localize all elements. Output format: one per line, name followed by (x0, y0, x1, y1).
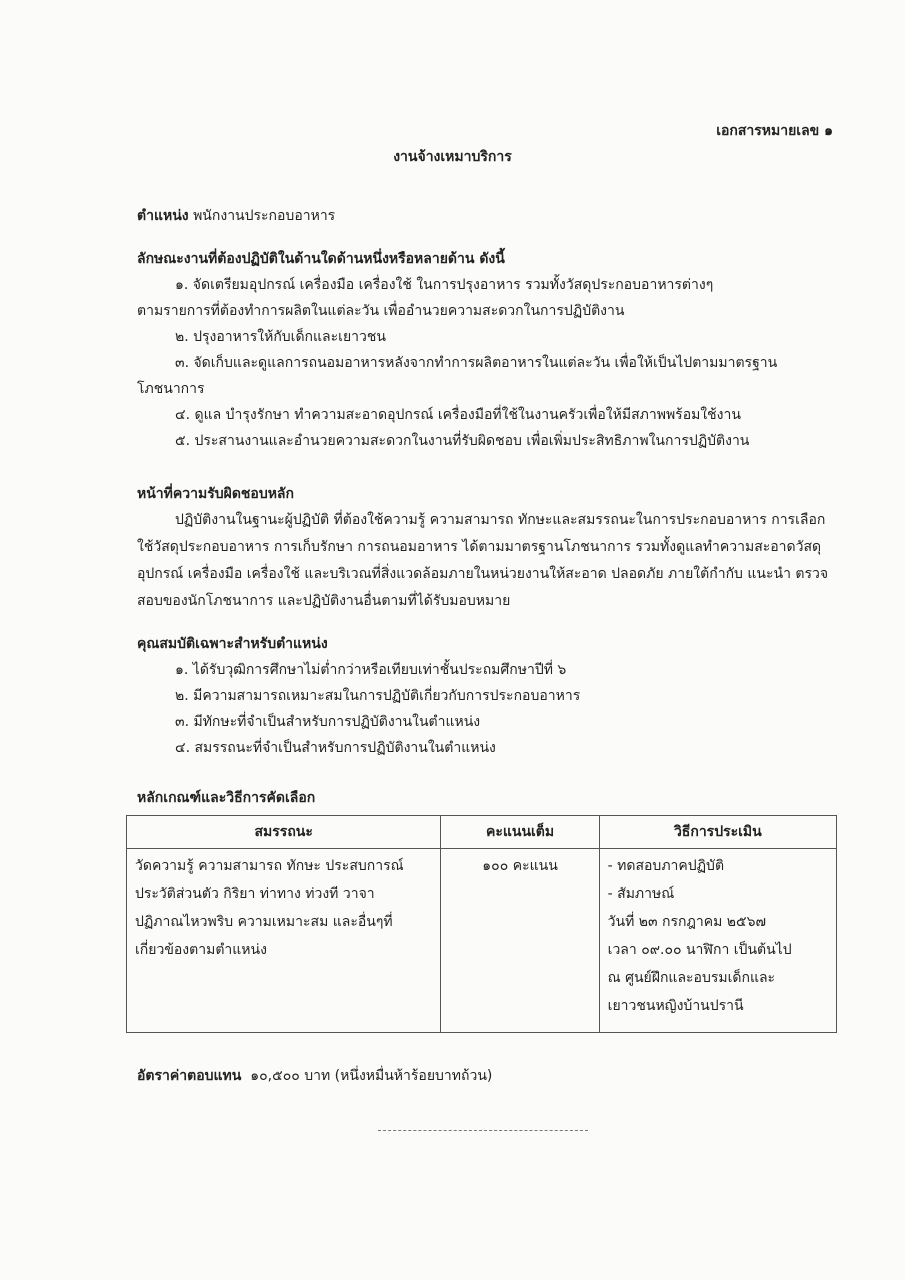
table-header-row (127, 816, 837, 849)
position-line (137, 203, 840, 229)
competency-line-4: เกี่ยวข้องตามตำแหน่ง (135, 942, 267, 958)
duty-item-1: ๑. จัดเตรียมอุปกรณ์ เครื่องมือ เครื่องใช้ ในการปรุงอาหาร รวมทั้งวัสดุประกอบอาหารต่างๆ (175, 277, 714, 293)
criteria-table (126, 815, 837, 1033)
position-value: พนักงานประกอบอาหาร (193, 208, 336, 224)
method-line-6: เยาวชนหญิงบ้านปรานี (607, 998, 744, 1014)
end-divider (378, 1130, 588, 1131)
pay-line (137, 1063, 840, 1089)
method-line-3: วันที่ ๒๓ กรกฎาคม ๒๕๖๗ (607, 914, 767, 930)
method-cell (599, 849, 836, 1033)
duties-heading: ลักษณะงานที่ต้องปฏิบัติในด้านใดด้านหนึ่งหรือหลายด้าน ดังนี้ (137, 251, 505, 267)
method-line-4: เวลา ๐๙.๐๐ นาฬิกา เป็นต้นไป (607, 942, 792, 958)
qualification-item-4: ๔. สมรรถนะที่จำเป็นสำหรับการปฏิบัติงานในตำแหน่ง (175, 740, 496, 756)
qualification-item-3: ๓. มีทักษะที่จำเป็นสำหรับการปฏิบัติงานในตำแหน่ง (175, 714, 481, 730)
score-cell: ๑๐๐ คะแนน (441, 849, 599, 1033)
position-label: ตำแหน่ง (137, 208, 189, 224)
competency-line-1: วัดความรู้ ความสามารถ ทักษะ ประสบการณ์ (135, 858, 404, 874)
duty-item-1-cont: ตามรายการที่ต้องทำการผลิตในแต่ละวัน เพื่ออำนวยความสะดวกในการปฏิบัติงาน (137, 303, 625, 319)
qualifications-section (137, 631, 840, 761)
duty-item-5: ๕. ประสานงานและอำนวยความสะดวกในงานที่รับผิดชอบ เพื่อเพิ่มประสิทธิภาพในการปฏิบัติงาน (175, 433, 750, 449)
qualifications-heading: คุณสมบัติเฉพาะสำหรับตำแหน่ง (137, 636, 328, 652)
qualification-item-2: ๒. มีความสามารถเหมาะสมในการปฏิบัติเกี่ยวกับการประกอบอาหาร (175, 688, 581, 704)
duties-section (137, 246, 840, 454)
duty-item-3: ๓. จัดเก็บและดูแลการถนอมอาหารหลังจากทำการผลิตอาหารในแต่ละวัน เพื่อให้เป็นไปตามมาตรฐาน (175, 355, 778, 371)
pay-label: อัตราค่าตอบแทน (137, 1068, 242, 1084)
table-row (127, 849, 837, 1033)
method-line-2: - สัมภาษณ์ (607, 886, 675, 902)
method-line-1: - ทดสอบภาคปฏิบัติ (607, 858, 725, 874)
qualification-item-1: ๑. ได้รับวุฒิการศึกษาไม่ต่ำกว่าหรือเทียบเท่าชั้นประถมศึกษาปีที่ ๖ (175, 662, 567, 678)
column-header-full-score: คะแนนเต็ม (441, 816, 599, 849)
competency-cell (127, 849, 441, 1033)
responsibilities-text: ปฏิบัติงานในฐานะผู้ปฏิบัติ ที่ต้องใช้ความรู้ ความสามารถ ทักษะและสมรรถนะในการประกอบอาหาร การเลือกใช้วัสดุประกอบอาหาร การเก็บรักษา การถนอมอาหาร ได้ตามมาตรฐานโภชนาการ รวมทั้งดูแลทำความสะอาดวัสดุ อุปกรณ์ เครื่องมือ เครื่องใช้ และบริเวณที่สิ่งแวดล้อมภายในหน่วยงานให้สะอาด ปลอดภัย ภายใต้กำกับ แนะนำ ตรวจสอบของนักโภชนาการ และปฏิบัติงานอื่นตามที่ได้รับมอบหมาย (137, 512, 829, 609)
responsibilities-section (137, 481, 840, 615)
duty-item-2: ๒. ปรุงอาหารให้กับเด็กและเยาวชน (175, 329, 386, 345)
criteria-heading: หลักเกณฑ์และวิธีการคัดเลือก (137, 790, 316, 806)
column-header-method: วิธีการประเมิน (599, 816, 836, 849)
document-number: เอกสารหมายเลข ๑ (716, 123, 833, 139)
pay-value: ๑๐,๕๐๐ บาท (หนึ่งหมื่นห้าร้อยบาทถ้วน) (250, 1068, 493, 1084)
duty-item-3-cont: โภชนาการ (137, 381, 205, 397)
column-header-competency: สมรรถนะ (127, 816, 441, 849)
competency-line-2: ประวัติส่วนตัว กิริยา ท่าทาง ท่วงที วาจา (135, 886, 375, 902)
responsibilities-heading: หน้าที่ความรับผิดชอบหลัก (137, 486, 294, 502)
competency-line-3: ปฏิภาณไหวพริบ ความเหมาะสม และอื่นๆที่ (135, 914, 393, 930)
duty-item-4: ๔. ดูแล บำรุงรักษา ทำความสะอาดอุปกรณ์ เครื่องมือที่ใช้ในงานครัวเพื่อให้มีสภาพพร้อมใช้งาน (175, 407, 741, 423)
document-title: งานจ้างเหมาบริการ (393, 149, 512, 165)
method-line-5: ณ ศูนย์ฝึกและอบรมเด็กและ (607, 970, 776, 986)
